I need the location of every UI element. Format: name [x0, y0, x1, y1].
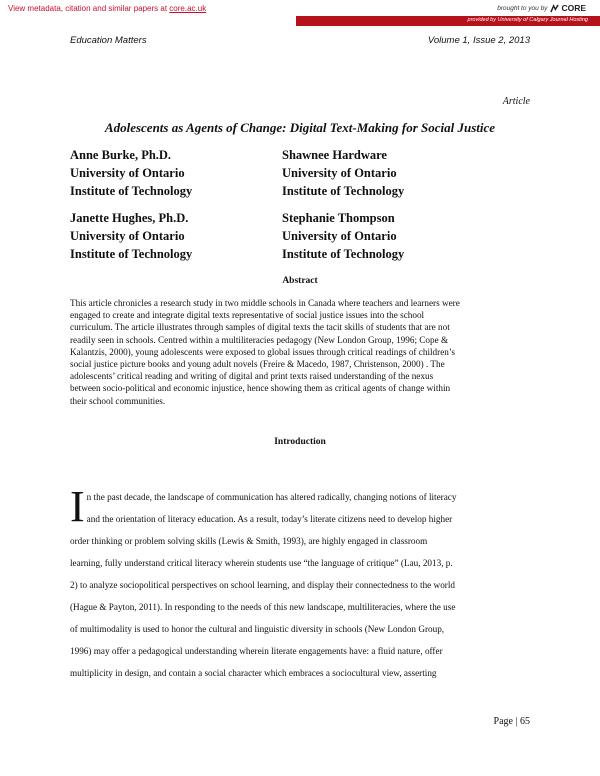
core-logo[interactable]: [550, 3, 586, 13]
provided-by-text: provided by University of Calgary Journal Hosting: [467, 17, 588, 23]
page-number: Page | 65: [493, 716, 530, 727]
author-1: [70, 146, 192, 200]
abstract-line: social justice picture books and young adult novels (Freire & Macedo, 1987, Christenson, 2000) . The: [70, 359, 445, 370]
author-affiliation: Institute of Technology: [70, 184, 193, 198]
author-3: [70, 209, 192, 263]
abstract-heading: Abstract: [282, 276, 318, 286]
abstract-line: engaged to create and integrate digital texts representative of social justice issues into the school: [70, 310, 425, 321]
author-name: Anne Burke, Ph.D.: [70, 148, 172, 162]
author-name: Shawnee Hardware: [282, 148, 387, 162]
core-metadata-link[interactable]: [8, 4, 206, 13]
body-line: n the past decade, the landscape of communication has altered radically, changing notions of literacy: [86, 492, 457, 502]
author-affiliation: Institute of Technology: [70, 247, 193, 261]
author-affiliation: Institute of Technology: [282, 184, 405, 198]
body-line: of multimodality is used to honor the cultural and linguistic diversity in schools (New London Group,: [70, 624, 445, 634]
author-affiliation: University of Ontario: [282, 166, 397, 180]
body-line: (Hague & Payton, 2011). In responding to the needs of this new landscape, multiliteracies, where the use: [70, 602, 456, 612]
brought-to-you: [497, 3, 586, 13]
drop-cap: I: [70, 482, 85, 531]
brought-text: brought to you by: [497, 4, 548, 12]
abstract-line: curriculum. The article illustrates through samples of digital texts the tacit skills of students that are not: [70, 322, 450, 333]
article-type-label: Article: [502, 96, 530, 107]
author-name: Stephanie Thompson: [282, 211, 395, 225]
body-line: order thinking or problem solving skills (Lewis & Smith, 1993), are highly engaged in classroom: [70, 536, 428, 546]
issue-info: Volume 1, Issue 2, 2013: [427, 35, 530, 46]
body-line: and the orientation of literacy education. As a result, today’s literate citizens need to develop higher: [86, 514, 453, 524]
author-affiliation: University of Ontario: [70, 166, 185, 180]
author-4: [282, 209, 404, 263]
abstract-line: adolescents’ critical reading and writing of digital and print texts raised understanding of the nexus: [70, 371, 434, 382]
author-name: Janette Hughes, Ph.D.: [70, 211, 189, 225]
author-affiliation: University of Ontario: [70, 229, 185, 243]
abstract-line: This article chronicles a research study in two middle schools in Canada where teachers and learners were: [70, 298, 460, 308]
abstract-line: Kalantzis, 2000), young adolescents were exposed to global issues through critical readings of children’s: [70, 346, 456, 357]
core-link-prefix: View metadata, citation and similar papers at: [8, 4, 170, 13]
body-line: 1996) may offer a pedagogical understanding wherein literate engagements have: a fluid nature, offer: [70, 646, 443, 656]
body-line: multiplicity in design, and contain a social character which embraces a sociocultural view, asserting: [70, 668, 437, 678]
abstract-line: readily seen in schools. Centred within a multiliteracies pedagogy (New London Group, 1996; Cope &: [70, 334, 449, 345]
abstract-line: between socio-political and economic injustice, hence showing them as critical agents of change within: [70, 383, 451, 394]
author-2: [282, 146, 404, 200]
body-line: learning, fully understand critical literacy wherein students use “the language of critique” (Lau, 2013, p.: [70, 558, 453, 568]
body-line: 2) to analyze sociopolitical perspectives on school learning, and display their connectedness to the world: [70, 580, 455, 590]
introduction-heading: Introduction: [274, 437, 326, 447]
abstract-line: their school communities.: [70, 395, 166, 406]
article-title: Adolescents as Agents of Change: Digital Text-Making for Social Justice: [104, 120, 496, 135]
introduction-text: [70, 482, 532, 684]
core-link-url[interactable]: core.ac.uk: [169, 4, 207, 13]
abstract-text: [70, 297, 532, 407]
author-affiliation: Institute of Technology: [282, 247, 405, 261]
core-logo-text: CORE: [561, 3, 586, 13]
author-affiliation: University of Ontario: [282, 229, 397, 243]
core-logo-icon: [550, 4, 559, 13]
journal-name: Education Matters: [70, 35, 147, 46]
core-banner: [0, 0, 600, 26]
